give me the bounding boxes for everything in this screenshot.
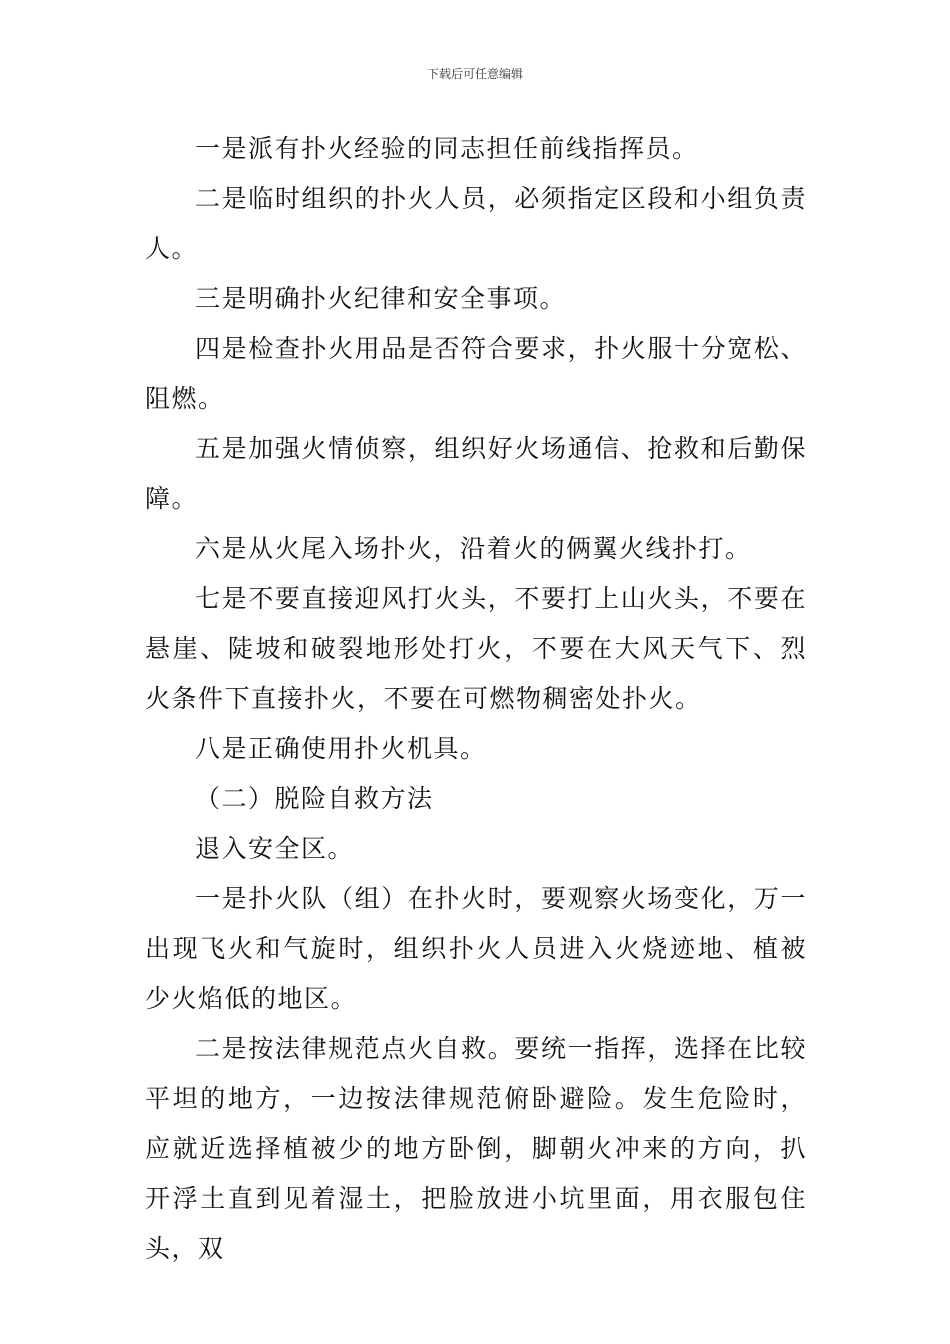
paragraph-11: 一是扑火队（组）在扑火时，要观察火场变化，万一出现飞火和气旋时，组织扑火人员进入火烧迹地、植被少火焰低的地区。 [145,884,807,1013]
paragraph-10: 退入安全区。 [195,834,355,863]
paragraph-8: 八是正确使用扑火机具。 [195,734,487,763]
section-heading: （二）脱险自救方法 [195,784,434,813]
page-header: 下载后可任意编辑 [426,67,523,81]
paragraph-4: 四是检查扑火用品是否符合要求，扑火服十分宽松、阻燃。 [145,334,807,413]
paragraph-5: 五是加强火情侦察，组织好火场通信、抢救和后勤保障。 [145,434,807,513]
paragraph-2: 二是临时组织的扑火人员，必须指定区段和小组负责人。 [145,184,807,263]
document-body [145,124,807,1274]
paragraph-12: 二是按法律规范点火自救。要统一指挥，选择在比较平坦的地方，一边按法律规范俯卧避险。发生危险时，应就近选择植被少的地方卧倒，脚朝火冲来的方向，扒开浮土直到见着湿土，把脸放进小坑里面，用衣服包住头，双 [145,1034,807,1263]
paragraph-3: 三是明确扑火纪律和安全事项。 [195,284,567,313]
paragraph-6: 六是从火尾入场扑火，沿着火的俩翼火线扑打。 [195,534,752,563]
paragraph-7: 七是不要直接迎风打火头，不要打上山火头，不要在悬崖、陡坡和破裂地形处打火，不要在大风天气下、烈火条件下直接扑火，不要在可燃物稠密处扑火。 [145,584,807,713]
paragraph-1: 一是派有扑火经验的同志担任前线指挥员。 [195,134,699,163]
